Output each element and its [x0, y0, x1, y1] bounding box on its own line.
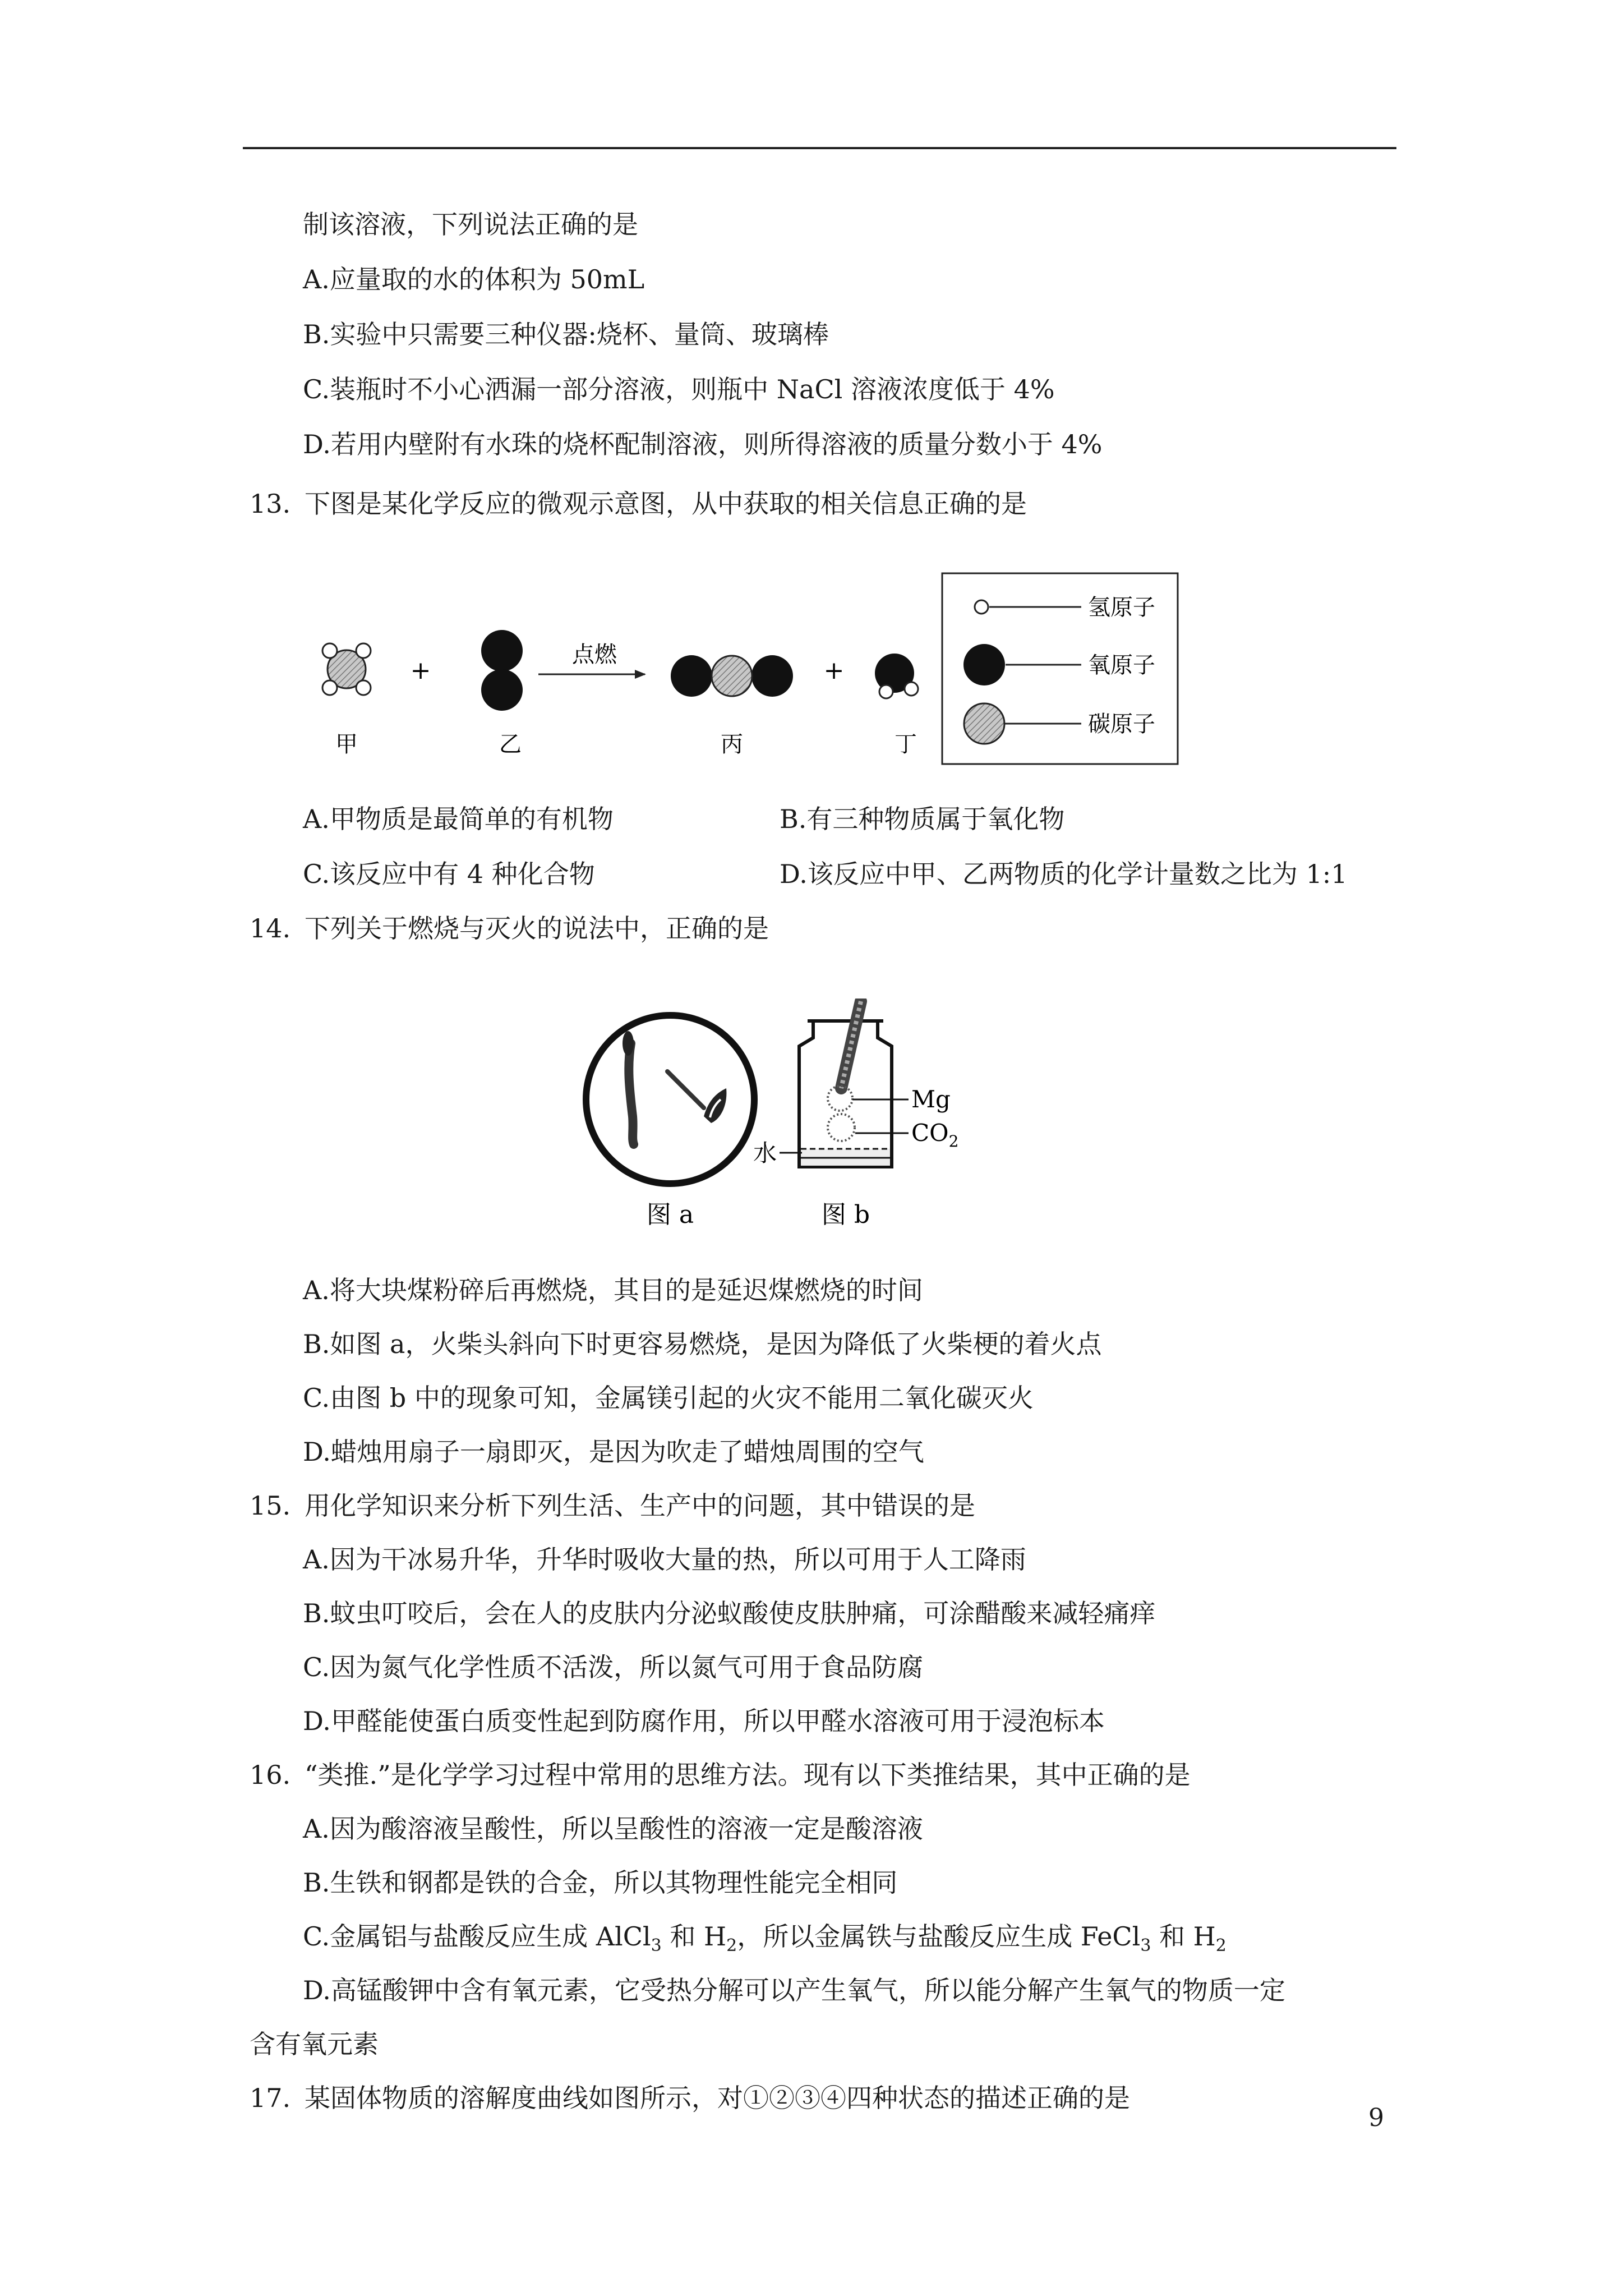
q13-option-d: D.该反应中甲、乙两物质的化学计量数之比为 1:1	[780, 859, 1348, 889]
oxygen-molecule	[481, 630, 523, 711]
reaction-condition: 点燃	[572, 642, 617, 668]
co2-label	[911, 1119, 958, 1151]
carbon-dioxide-molecule	[671, 655, 793, 697]
q15-number: 15.	[250, 1490, 291, 1521]
q16-option-c-sub1: 3	[651, 1936, 662, 1955]
q16-option-c-sub4: 2	[1215, 1936, 1227, 1955]
figure-a-match	[586, 1015, 754, 1184]
q14-number: 14.	[250, 913, 291, 944]
q16-stem: 16. “类推.”是化学学习过程中常用的思维方法。现有以下类推结果，其中正确的是	[250, 1758, 1191, 1792]
oxygen-atom-icon	[963, 644, 1005, 685]
q16-option-b: B.生铁和钢都是铁的合金，所以其物理性能完全相同	[303, 1867, 898, 1898]
page-number: 9	[1368, 2104, 1384, 2132]
label-bing: 丙	[721, 731, 743, 757]
q12-option-d: D.若用内壁附有水珠的烧杯配制溶液，则所得溶液的质量分数小于 4%	[303, 429, 1103, 459]
combustion-figure	[578, 999, 1004, 1234]
label-ding: 丁	[895, 731, 917, 757]
q13-option-a: A.甲物质是最简单的有机物	[303, 804, 614, 834]
q16-option-c-sub2: 2	[726, 1936, 737, 1955]
q17-stem: 17. 某固体物质的溶解度曲线如图所示，对①②③④四种状态的描述正确的是	[250, 2081, 1130, 2115]
co2-label-text: CO	[911, 1119, 949, 1147]
q15-option-d: D.甲醛能使蛋白质变性起到防腐作用，所以甲醛水溶液可用于浸泡标本	[303, 1706, 1105, 1736]
legend-carbon: 碳原子	[1088, 711, 1155, 737]
q14-stem: 14. 下列关于燃烧与灭火的说法中，正确的是	[250, 912, 769, 945]
mg-label: Mg	[911, 1085, 951, 1113]
plus-sign-1: +	[410, 656, 431, 685]
q13-option-c: C.该反应中有 4 种化合物	[303, 859, 595, 889]
q12-option-b: B.实验中只需要三种仪器:烧杯、量筒、玻璃棒	[303, 319, 829, 349]
water-molecule	[875, 654, 918, 698]
carbon-atom-icon	[964, 703, 1004, 744]
q15-option-a: A.因为干冰易升华，升华时吸收大量的热，所以可用于人工降雨	[303, 1544, 1026, 1575]
q16-option-a: A.因为酸溶液呈酸性，所以呈酸性的溶液一定是酸溶液	[303, 1814, 923, 1844]
q16-option-c-part1: C.金属铝与盐酸反应生成 AlCl	[303, 1921, 651, 1952]
water-label: 水	[753, 1139, 777, 1167]
legend-hydrogen: 氢原子	[1088, 595, 1155, 620]
q12-option-a: A.应量取的水的体积为 50mL	[303, 264, 645, 295]
q12-stem-continuation: 制该溶液，下列说法正确的是	[303, 209, 638, 240]
q16-option-c-part4: 和 H	[1151, 1921, 1216, 1952]
q13-number: 13.	[250, 489, 291, 519]
header-rule	[243, 147, 1396, 149]
q16-option-d-line1: D.高锰酸钾中含有氧元素，它受热分解可以产生氧气，所以能分解产生氧气的物质一定	[303, 1975, 1285, 2005]
q13-option-b: B.有三种物质属于氧化物	[780, 804, 1065, 834]
q15-option-b: B.蚊虫叮咬后，会在人的皮肤内分泌蚁酸使皮肤肿痛，可涂醋酸来减轻痛痒	[303, 1598, 1156, 1628]
q16-option-d-line2: 含有氧元素	[250, 2029, 379, 2059]
q14-option-b: B.如图 a，火柴头斜向下时更容易燃烧，是因为降低了火柴梗的着火点	[303, 1329, 1102, 1359]
reaction-diagram	[303, 567, 1189, 769]
q16-option-c	[303, 1920, 1227, 1953]
q16-number: 16.	[250, 1760, 291, 1790]
figure-b-label: 图 b	[821, 1200, 870, 1229]
co2-label-subscript: 2	[948, 1132, 959, 1151]
q16-option-c-part2: 和 H	[661, 1921, 727, 1952]
figure-a-label: 图 a	[646, 1200, 694, 1229]
q12-option-c: C.装瓶时不小心洒漏一部分溶液，则瓶中 NaCl 溶液浓度低于 4%	[303, 374, 1055, 404]
methane-molecule	[322, 643, 371, 695]
q14-option-a: A.将大块煤粉碎后再燃烧，其目的是延迟煤燃烧的时间	[303, 1275, 923, 1305]
label-jia: 甲	[335, 731, 358, 757]
plus-sign-2: +	[823, 656, 845, 685]
legend-oxygen: 氧原子	[1088, 652, 1155, 678]
q14-option-c: C.由图 b 中的现象可知，金属镁引起的火灾不能用二氧化碳灭火	[303, 1383, 1034, 1413]
legend	[942, 573, 1178, 764]
figure-b-bottle	[780, 1001, 909, 1167]
q16-option-c-part3: ，所以金属铁与盐酸反应生成 FeCl	[737, 1921, 1141, 1952]
q16-option-c-sub3: 3	[1140, 1936, 1151, 1955]
q14-option-d: D.蜡烛用扇子一扇即灭，是因为吹走了蜡烛周围的空气	[303, 1437, 924, 1467]
q17-number: 17.	[250, 2083, 291, 2113]
q13-stem: 13. 下图是某化学反应的微观示意图，从中获取的相关信息正确的是	[250, 487, 1027, 521]
hydrogen-atom-icon	[975, 600, 988, 614]
q15-option-c: C.因为氮气化学性质不活泼，所以氮气可用于食品防腐	[303, 1652, 924, 1682]
q15-stem: 15. 用化学知识来分析下列生活、生产中的问题，其中错误的是	[250, 1489, 975, 1522]
arrow-head-icon	[635, 670, 646, 679]
label-yi: 乙	[499, 731, 522, 757]
